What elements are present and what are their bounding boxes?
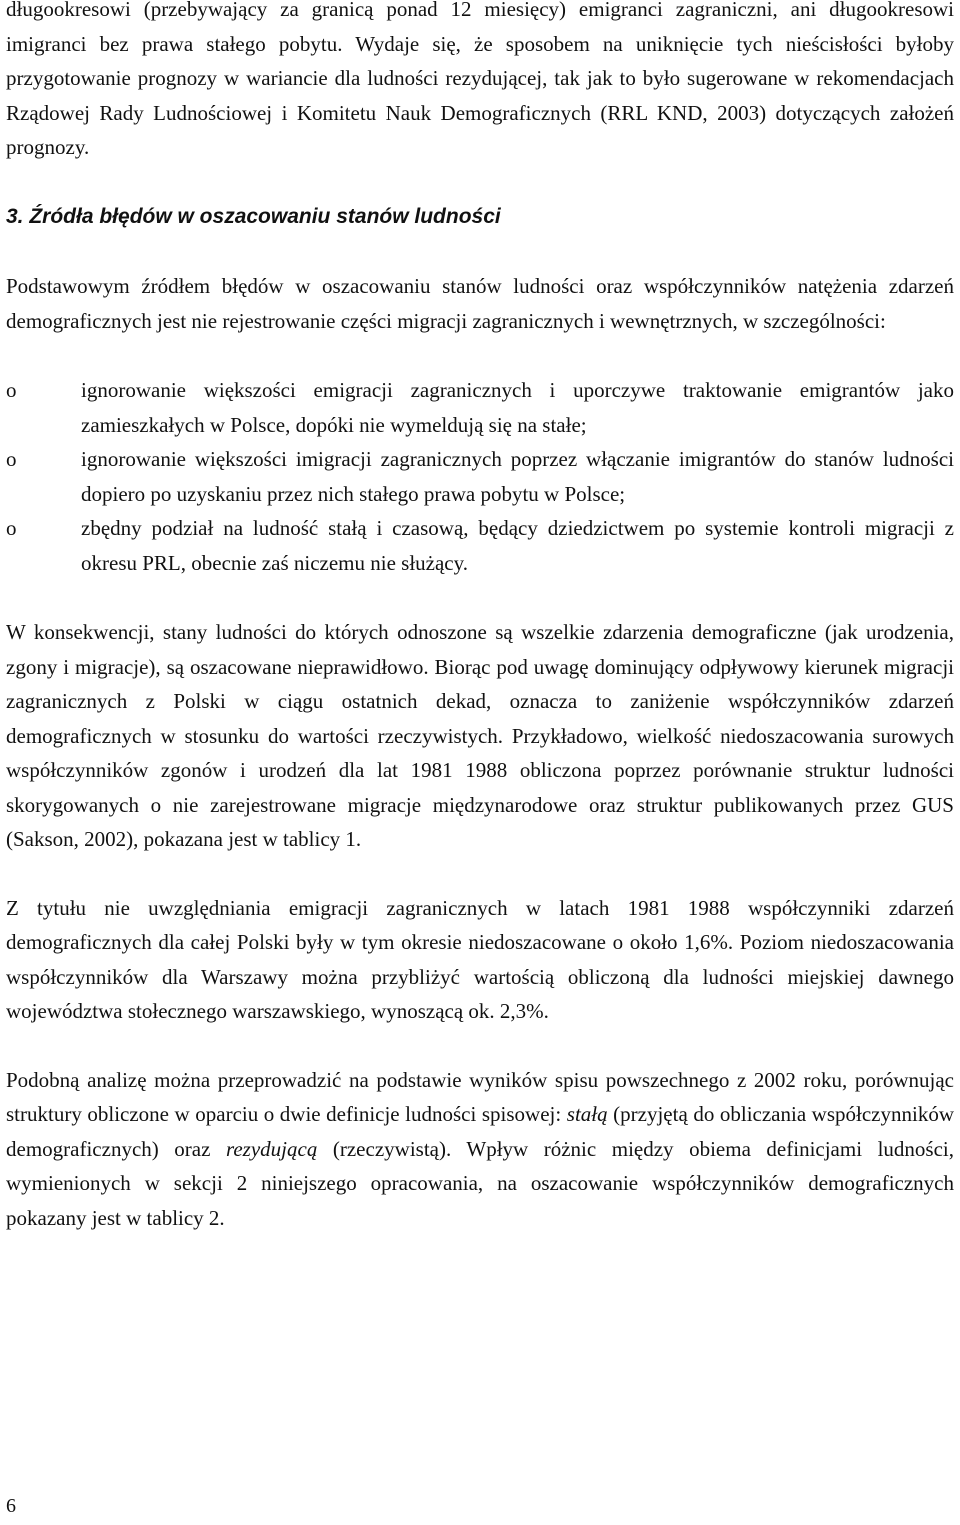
document-page [6,0,954,1235]
emphasis-text: rezydującą [225,1136,318,1161]
list-item [6,373,954,442]
paragraph-spacer [6,1029,954,1063]
list-item [6,511,954,580]
intro-paragraph: długookresowi (przebywający za granicą ponad 12 miesięcy) emigranci zagraniczni, ani długookresowi imigranci bez prawa stałego pobytu. Wydaje się, że sposobem na uniknięcie tych nieścisłości byłoby przygotowanie prognozy w wariancie dla ludności rezydującej, tak jak to było sugerowane w rekomendacjach Rządowej Rady Ludnościowej i Komitetu Nauk Demograficznych (RRL KND, 2003) dotyczących założeń prognozy. [6,0,954,159]
paragraph-text: Podobną analizę można przeprowadzić na podstawie wyników spisu powszechnego z 2002 roku, porównując struktury obliczone w oparciu o dwie definicje ludności spisowej: [6,1067,954,1126]
page-number: 6 [6,1495,16,1517]
paragraph-text: (przyjętą do obliczania współczynników demograficznych) oraz [6,1102,955,1161]
paragraph-emigration-underestimate: Z tytułu nie uwzględniania emigracji zagranicznych w latach 1981 1988 współczynniki zdarzeń demograficznych dla całej Polski były w tym okresie niedoszacowane o około 1,6%. Poziom niedoszacowania współczynników dla Warszawy można przybliżyć wartością obliczoną dla ludności miejskiej dawnego województwa stołecznego warszawskiego, wynoszącą ok. 2,3%. [6,895,954,1023]
list-item-text: ignorowanie większości emigracji zagranicznych i uporczywe traktowanie emigrantów jako zamieszkałych w Polsce, dopóki nie wymeldują się na stałe; [81,378,954,437]
list-item-text: zbędny podział na ludność stałą i czasową, będący dziedzictwem po systemie kontroli migracji z okresu PRL, obecnie zaś niczemu nie służący. [81,516,954,575]
bullet-marker: o [6,516,17,540]
paragraph-census-analysis [6,1063,954,1236]
bullet-list [6,373,954,580]
paragraph-error-sources: Podstawowym źródłem błędów w oszacowaniu stanów ludności oraz współczynników natężenia zdarzeń demograficznych jest nie rejestrowanie części migracji zagranicznych i wewnętrznych, w szczególności: [6,274,954,333]
paragraph-consequences: W konsekwencji, stany ludności do których odnoszone są wszelkie zdarzenia demograficzne (jak urodzenia, zgony i migracje), są oszacowane nieprawidłowo. Biorąc pod uwagę dominujący odpływowy kierunek migracji zagranicznych z Polski w ciągu ostatnich dekad, oznacza to zaniżenie współczynników zdarzeń demograficznych w stosunku do wartości rzeczywistych. Przykładowo, wielkość niedoszacowania surowych współczynników zgonów i urodzeń dla lat 1981 1988 obliczona poprzez porównanie struktur ludności skorygowanych o nie zarejestrowane migracje międzynarodowe oraz struktur publikowanych przez GUS (Sakson, 2002), pokazana jest w tablicy 1. [6,620,954,851]
paragraph-text: (rzeczywistą). Wpływ różnic między obiema definicjami ludności, wymienionych w sekcji 2 niniejszego opracowania, na oszacowanie współczynników demograficznych pokazany jest w tablicy 2. [6,1136,954,1230]
emphasis-text: stałą [566,1102,608,1126]
bullet-marker: o [6,378,17,402]
paragraph-spacer [6,857,954,891]
list-item [6,442,954,511]
bullet-marker: o [6,447,17,471]
list-item-text: ignorowanie większości imigracji zagranicznych poprzez włączanie imigrantów do stanów ludności dopiero po uzyskaniu przez nich stałego prawa pobytu w Polsce; [81,447,954,506]
section-heading: 3. Źródła błędów w oszacowaniu stanów ludności [6,204,501,228]
